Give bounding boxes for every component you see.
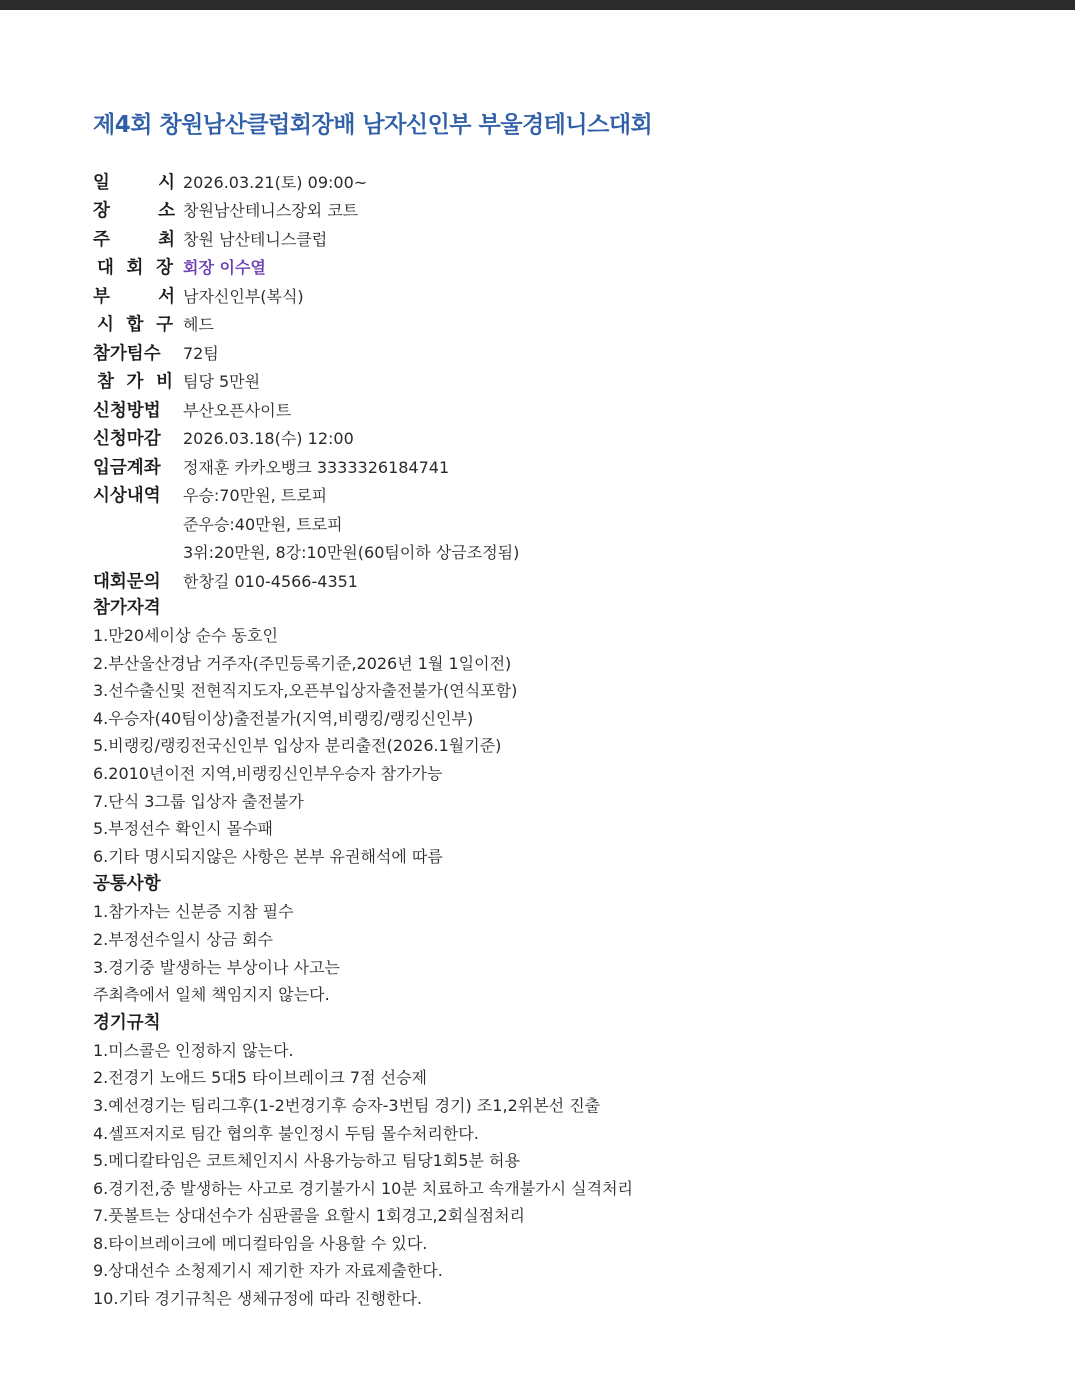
info-value: 한창길 010-4566-4351 bbox=[183, 571, 358, 591]
list-item: 7.풋볼트는 상대선수가 심판콜을 요할시 1회경고,2회실점처리 bbox=[93, 1206, 525, 1226]
info-row-ball bbox=[93, 310, 519, 339]
info-label: 신청방법 bbox=[93, 400, 161, 421]
list-item: 6.2010년이전 지역,비랭킹신인부우승자 참가가능 bbox=[93, 763, 443, 783]
info-row-prizes bbox=[93, 481, 519, 510]
info-value: 남자신인부(복식) bbox=[183, 286, 304, 306]
list-item: 10.기타 경기규칙은 생체규정에 따라 진행한다. bbox=[93, 1289, 423, 1309]
list-item: 2.전경기 노애드 5대5 타이브레이크 7점 선승제 bbox=[93, 1068, 427, 1088]
info-value: 창원남산테니스장외 코트 bbox=[183, 201, 359, 221]
info-value: 회장 이수열 bbox=[183, 258, 266, 278]
info-label: 대 회 장 bbox=[97, 258, 173, 279]
section-title-match-rules: 경기규칙 bbox=[93, 1012, 161, 1033]
section-title-eligibility: 참가자격 bbox=[93, 598, 161, 618]
info-value: 팀당 5만원 bbox=[183, 372, 261, 392]
list-item: 1.미스콜은 인정하지 않는다. bbox=[93, 1040, 294, 1060]
info-row-division bbox=[93, 281, 519, 310]
info-row-apply-method bbox=[93, 395, 519, 424]
info-row-team-count bbox=[93, 338, 519, 367]
list-item: 2.부산울산경남 거주자(주민등록기준,2026년 1월 1일이전) bbox=[93, 653, 512, 673]
info-value: 2026.03.21(토) 09:00~ bbox=[183, 172, 368, 192]
list-item: 1.만20세이상 순수 동호인 bbox=[93, 626, 278, 645]
info-row-host bbox=[93, 224, 519, 253]
info-row-chair bbox=[93, 253, 519, 282]
info-label: 대회문의 bbox=[93, 571, 161, 592]
list-item: 3.경기중 발생하는 부상이나 사고는 bbox=[93, 957, 340, 977]
info-value: 부산오픈사이트 bbox=[183, 400, 292, 420]
info-value: 헤드 bbox=[183, 315, 214, 335]
top-bar bbox=[0, 0, 1075, 10]
section-title-common: 공통사항 bbox=[93, 874, 161, 895]
info-value: 2026.03.18(수) 12:00 bbox=[183, 429, 354, 449]
info-label: 시 합 구 bbox=[97, 315, 173, 336]
rules-sections bbox=[93, 594, 633, 1313]
info-value: 3위:20만원, 8강:10만원(60팀이하 상금조정됨) bbox=[183, 543, 520, 563]
info-label: 참가팀수 bbox=[93, 343, 161, 364]
list-item: 1.참가자는 신분증 지참 필수 bbox=[93, 902, 294, 922]
info-value: 72팀 bbox=[183, 343, 219, 363]
info-value: 준우승:40만원, 트로피 bbox=[183, 514, 343, 534]
list-item: 2.부정선수일시 상금 회수 bbox=[93, 929, 273, 949]
list-item: 주최측에서 일체 책임지지 않는다. bbox=[93, 985, 330, 1005]
info-row-prizes-3 bbox=[93, 538, 519, 567]
info-value: 정재훈 카카오뱅크 3333326184741 bbox=[183, 457, 450, 477]
info-row-date bbox=[93, 167, 519, 196]
info-value: 창원 남산테니스클럽 bbox=[183, 229, 328, 249]
list-item: 6.경기전,중 발생하는 사고로 경기불가시 10분 치료하고 속개불가시 실격처리 bbox=[93, 1178, 633, 1198]
info-label: 부 서 bbox=[93, 286, 175, 307]
info-label: 주 최 bbox=[93, 229, 175, 250]
info-row-venue bbox=[93, 196, 519, 225]
info-row-contact bbox=[93, 566, 519, 595]
info-label: 시상내역 bbox=[93, 486, 161, 507]
info-label: 신청마감 bbox=[93, 429, 161, 450]
info-row-prizes-2 bbox=[93, 509, 519, 538]
document-title: 제4회 창원남산클럽회장배 남자신인부 부울경테니스대회 bbox=[93, 112, 653, 138]
list-item: 8.타이브레이크에 메디컬타임을 사용할 수 있다. bbox=[93, 1233, 428, 1253]
list-item: 3.선수출신및 전현직지도자,오픈부입상자출전불가(연식포함) bbox=[93, 681, 518, 701]
info-row-fee bbox=[93, 367, 519, 396]
list-item: 5.메디칼타임은 코트체인지시 사용가능하고 팀당1회5분 허용 bbox=[93, 1151, 520, 1171]
info-label: 입금계좌 bbox=[93, 457, 161, 478]
list-item: 9.상대선수 소청제기시 제기한 자가 자료제출한다. bbox=[93, 1261, 443, 1281]
list-item: 7.단식 3그룹 입상자 출전불가 bbox=[93, 791, 304, 811]
event-info-list bbox=[93, 167, 519, 595]
list-item: 6.기타 명시되지않은 사항은 본부 유권해석에 따름 bbox=[93, 846, 443, 866]
info-row-deadline bbox=[93, 424, 519, 453]
list-item: 4.우승자(40팀이상)출전불가(지역,비랭킹/랭킹신인부) bbox=[93, 708, 474, 728]
info-label: 장 소 bbox=[93, 201, 175, 222]
info-label: 참 가 비 bbox=[97, 372, 173, 393]
info-label: 일 시 bbox=[93, 172, 175, 193]
list-item: 5.부정선수 확인시 몰수패 bbox=[93, 819, 273, 839]
info-value: 우승:70만원, 트로피 bbox=[183, 486, 328, 506]
list-item: 3.예선경기는 팀리그후(1-2번경기후 승자-3번팀 경기) 조1,2위본선 진출 bbox=[93, 1095, 601, 1115]
list-item: 4.셀프저지로 팀간 협의후 불인정시 두팀 몰수처리한다. bbox=[93, 1123, 479, 1143]
info-row-account bbox=[93, 452, 519, 481]
list-item: 5.비랭킹/랭킹전국신인부 입상자 분리출전(2026.1월기준) bbox=[93, 736, 502, 756]
